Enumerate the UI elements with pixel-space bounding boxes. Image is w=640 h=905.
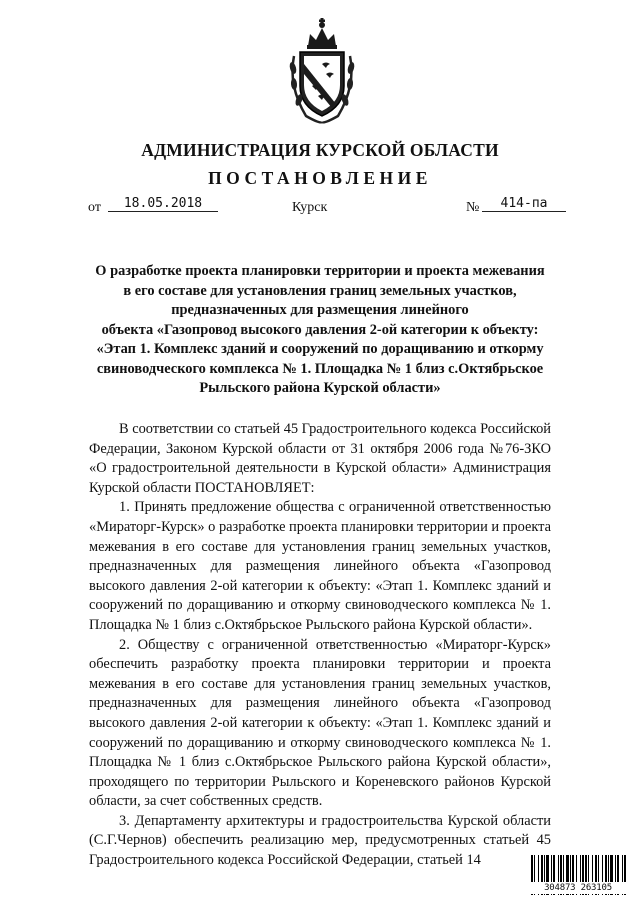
body-paragraph-item-2: 2. Обществу с ограниченной ответственностью «Мираторг-Курск» обеспечить разработку проекта планировки территории и проекта межевания в его составе для установления границ земельных участков, предназначенных для размещения линейного объекта «Газопровод высокого давления 2-ой категории к объекту: «Этап 1. Комплекс зданий и сооружений по доращиванию и откорму свиноводческого комплекса № 1. Площадка № 1 близ с.Октябрьское Рыльского района Курской области», проходящего по территории Рыльского и Кореневского районов Курской области, за счет собственных средств.: [89, 636, 551, 810]
coat-of-arms-icon: [286, 16, 358, 126]
subject-line: О разработке проекта планировки территории и проекта межевания: [95, 263, 545, 279]
decree-subject: [70, 262, 570, 399]
body-paragraph-item-1: 1. Принять предложение общества с ограниченной ответственностью «Мираторг-Курск» о разработке проекта планировки территории и проекта межевания в его составе для установления границ земельных участков, предназначенных для размещения линейного объекта «Газопровод высокого давления 2-ой категории к объекту: «Этап 1. Комплекс зданий и сооружений по доращиванию и откорму свиноводческого комплекса № 1. Площадка № 1 близ с.Октябрьское Рыльского района Курской области».: [89, 499, 551, 633]
document-meta-row: [0, 196, 640, 220]
subject-line: «Этап 1. Комплекс зданий и сооружений по доращиванию и откорму: [96, 341, 544, 357]
body-paragraph-preamble: В соответствии со статьей 45 Градостроительного кодекса Российской Федерации, Законом Курской области от 31 октября 2006 года №76-ЗКО «О градостроительной деятельности в Курской области» Администрация Курской области ПОСТАНОВЛЯЕТ:: [89, 421, 551, 496]
number-label: №: [466, 200, 480, 215]
organization-name: АДМИНИСТРАЦИЯ КУРСКОЙ ОБЛАСТИ: [141, 140, 499, 160]
subject-line: предназначенных для размещения линейного: [171, 302, 469, 318]
issue-city: Курск: [292, 200, 328, 215]
decree-body: [89, 420, 551, 871]
subject-line: объекта «Газопровод высокого давления 2-ой категории к объекту:: [101, 321, 539, 338]
date-prefix-label: от: [88, 200, 101, 215]
barcode-number: 304873 263105: [530, 882, 626, 894]
document-number: 414-па: [482, 196, 566, 212]
body-paragraph-item-3: 3. Департаменту архитектуры и градостроительства Курской области (С.Г.Чернов) обеспечить реализацию мер, предусмотренных статьей 45 Градостроительного кодекса Российской Федерации, статьей 14: [89, 812, 551, 869]
document-date: 18.05.2018: [108, 196, 218, 212]
subject-line: свиноводческого комплекса № 1. Площадка № 1 близ с.Октябрьское: [96, 360, 544, 377]
subject-line: в его составе для установления границ земельных участков,: [123, 282, 517, 299]
subject-line: Рыльского района Курской области»: [199, 380, 441, 396]
document-type: ПОСТАНОВЛЕНИЕ: [208, 168, 432, 188]
